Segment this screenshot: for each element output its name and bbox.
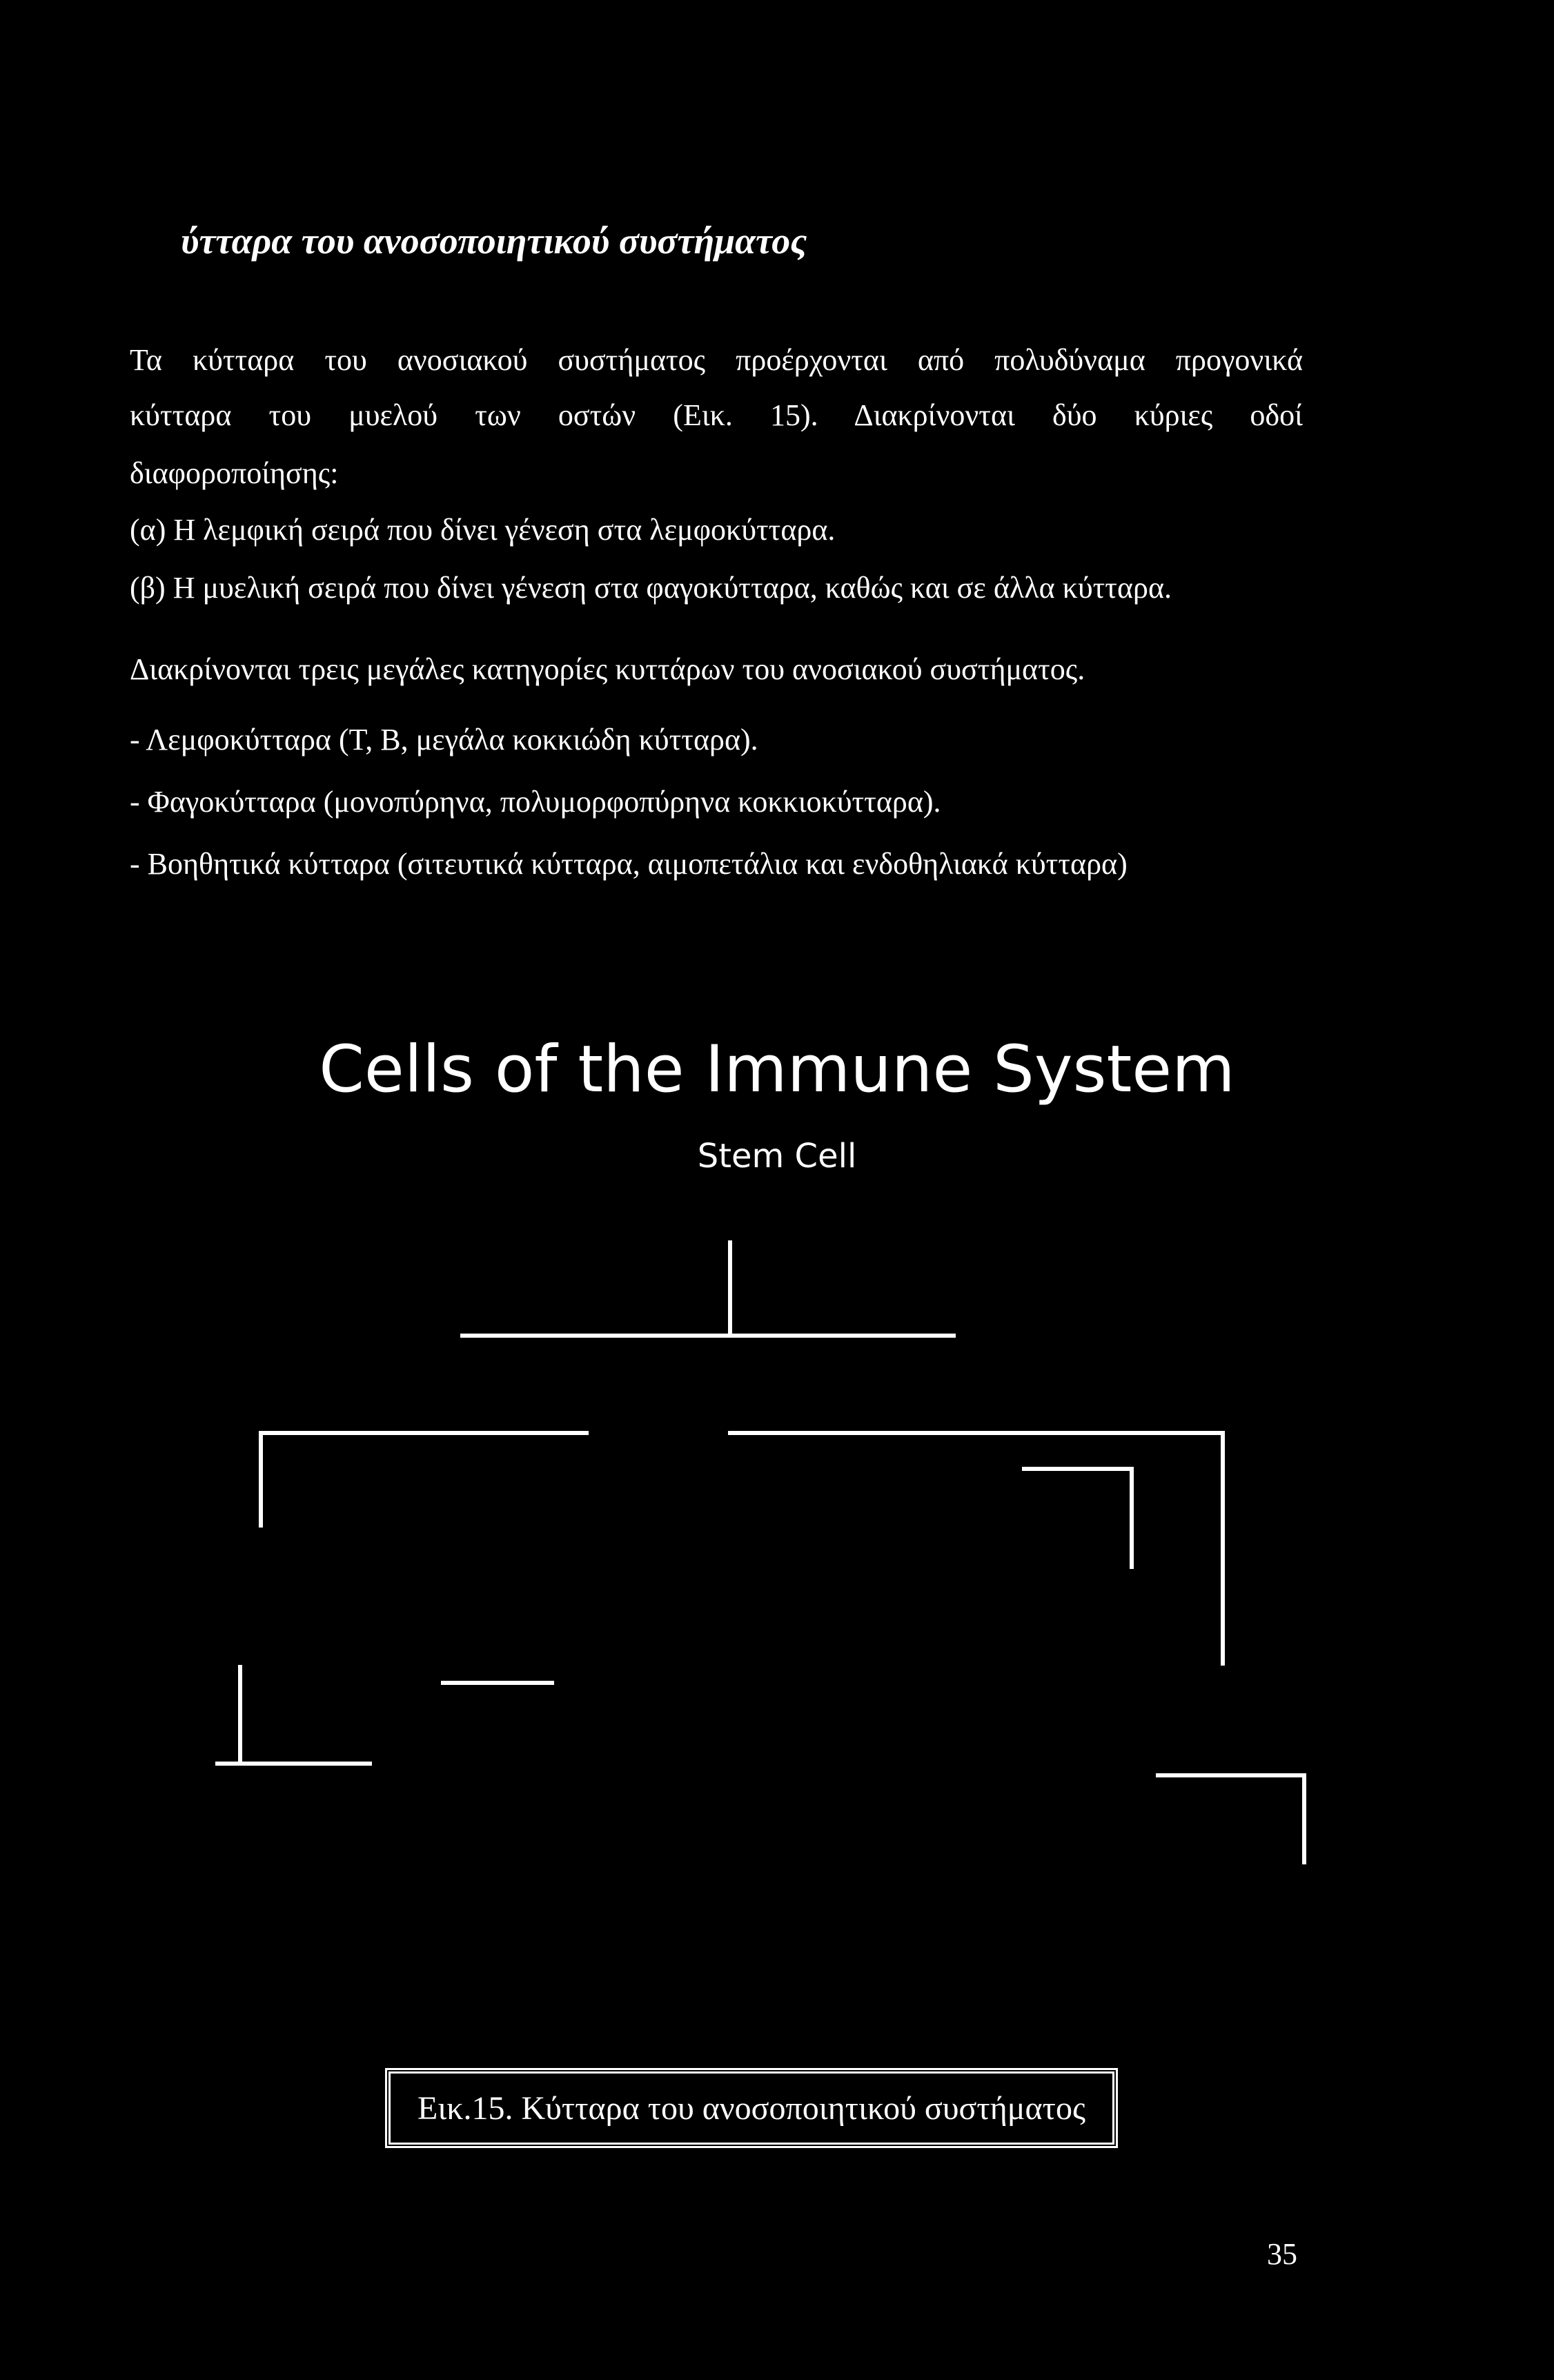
section-heading: ύτταρα του ανοσοποιητικού συστήματος xyxy=(181,220,807,262)
paragraph-line-1: Τα κύτταρα του ανοσιακού συστήματος προέρχονται από πολυδύναμα προγονικά xyxy=(130,343,1303,377)
category-accessory: - Βοηθητικά κύτταρα (σιτευτικά κύτταρα, αιμοπετάλια και ενδοθηλιακά κύτταρα) xyxy=(130,847,1128,881)
path-b-line: (β) Η μυελική σειρά που δίνει γένεση στα φαγοκύτταρα, καθώς και σε άλλα κύτταρα. xyxy=(130,571,1172,605)
figure-caption: Εικ.15. Κύτταρα του ανοσοποιητικού συστήματος xyxy=(417,2089,1085,2127)
paragraph-line-2: κύτταρα του μυελού των οστών (Εικ. 15). Διακρίνονται δύο κύριες οδοί xyxy=(130,398,1303,432)
page-number: 35 xyxy=(1267,2237,1297,2271)
path-a-line: (α) Η λεμφική σειρά που δίνει γένεση στα λεμφοκύτταρα. xyxy=(130,513,836,547)
categories-intro: Διακρίνονται τρεις μεγάλες κατηγορίες κυττάρων του ανοσιακού συστήματος. xyxy=(130,652,1085,686)
figure-title: Cells of the Immune System xyxy=(319,1032,1235,1107)
category-lymphocytes: - Λεμφοκύτταρα (Τ, Β, μεγάλα κοκκιώδη κύτταρα). xyxy=(130,723,758,757)
paragraph-line-3: διαφοροποίησης: xyxy=(130,456,339,490)
category-phagocytes: - Φαγοκύτταρα (μονοπύρηνα, πολυμορφοπύρηνα κοκκιοκύτταρα). xyxy=(130,785,941,819)
figure-caption-box xyxy=(385,2068,1118,2148)
figure-root-label: Stem Cell xyxy=(697,1137,857,1176)
